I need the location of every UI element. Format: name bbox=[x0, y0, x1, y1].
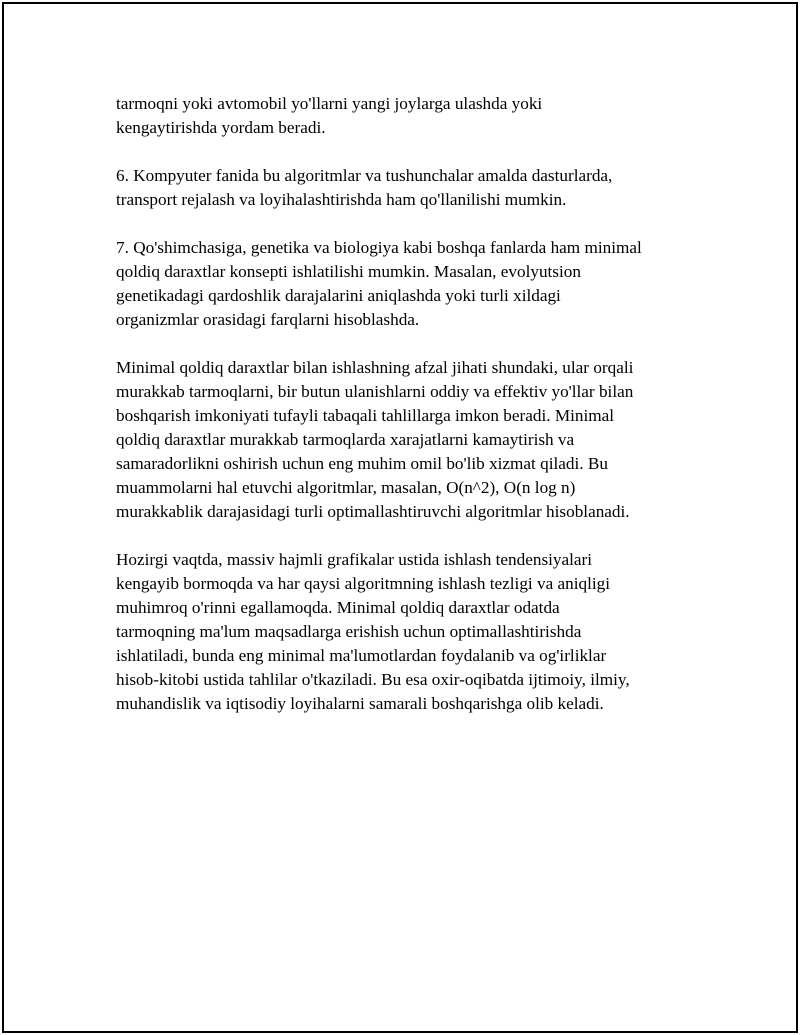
document-body bbox=[116, 92, 706, 740]
paragraph-advantages: Minimal qoldiq daraxtlar bilan ishlashning afzal jihati shundaki, ular orqali murakkab tarmoqlarni, bir butun ulanishlarni oddiy va effektiv yo'llar bilan boshqarish imkoniyati tufayli tabaqali tahlillarga imkon beradi. Minimal qoldiq daraxtlar murakkab tarmoqlarda xarajatlarni kamaytirish va samaradorlikni oshirish uchun eng muhim omil bo'lib xizmat qiladi. Bu muammolarni hal etuvchi algoritmlar, masalan, O(n^2), O(n log n) murakkablik darajasidagi turli optimallashtiruvchi algoritmlar hisoblanadi. bbox=[116, 358, 634, 521]
paragraph-item-7: 7. Qo'shimchasiga, genetika va biologiya kabi boshqa fanlarda ham minimal qoldiq daraxtlar konsepti ishlatilishi mumkin. Masalan, evolyutsion genetikadagi qardoshlik darajalarini aniqlashda yoki turli xildagi organizmlar orasidagi farqlarni hisoblashda. bbox=[116, 238, 642, 329]
paragraph-intro-continuation: tarmoqni yoki avtomobil yo'llarni yangi joylarga ulashda yoki kengaytirishda yordam beradi. bbox=[116, 94, 543, 137]
paragraph-item-6: 6. Kompyuter fanida bu algoritmlar va tushunchalar amalda dasturlarda, transport rejalash va loyihalashtirishda ham qo'llanilishi mumkin. bbox=[116, 166, 613, 209]
paragraph-conclusion: Hozirgi vaqtda, massiv hajmli grafikalar ustida ishlash tendensiyalari kengayib bormoqda va har qaysi algoritmning ishlash tezligi va aniqligi muhimroq o'rinni egallamoqda. Minimal qoldiq daraxtlar odatda tarmoqning ma'lum maqsadlarga erishish uchun optimallashtirishda ishlatiladi, bunda eng minimal ma'lumotlardan foydalanib va og'irliklar hisob-kitobi ustida tahlilar o'tkaziladi. Bu esa oxir-oqibatda ijtimoiy, ilmiy, muhandislik va iqtisodiy loyihalarni samarali boshqarishga olib keladi. bbox=[116, 550, 630, 713]
